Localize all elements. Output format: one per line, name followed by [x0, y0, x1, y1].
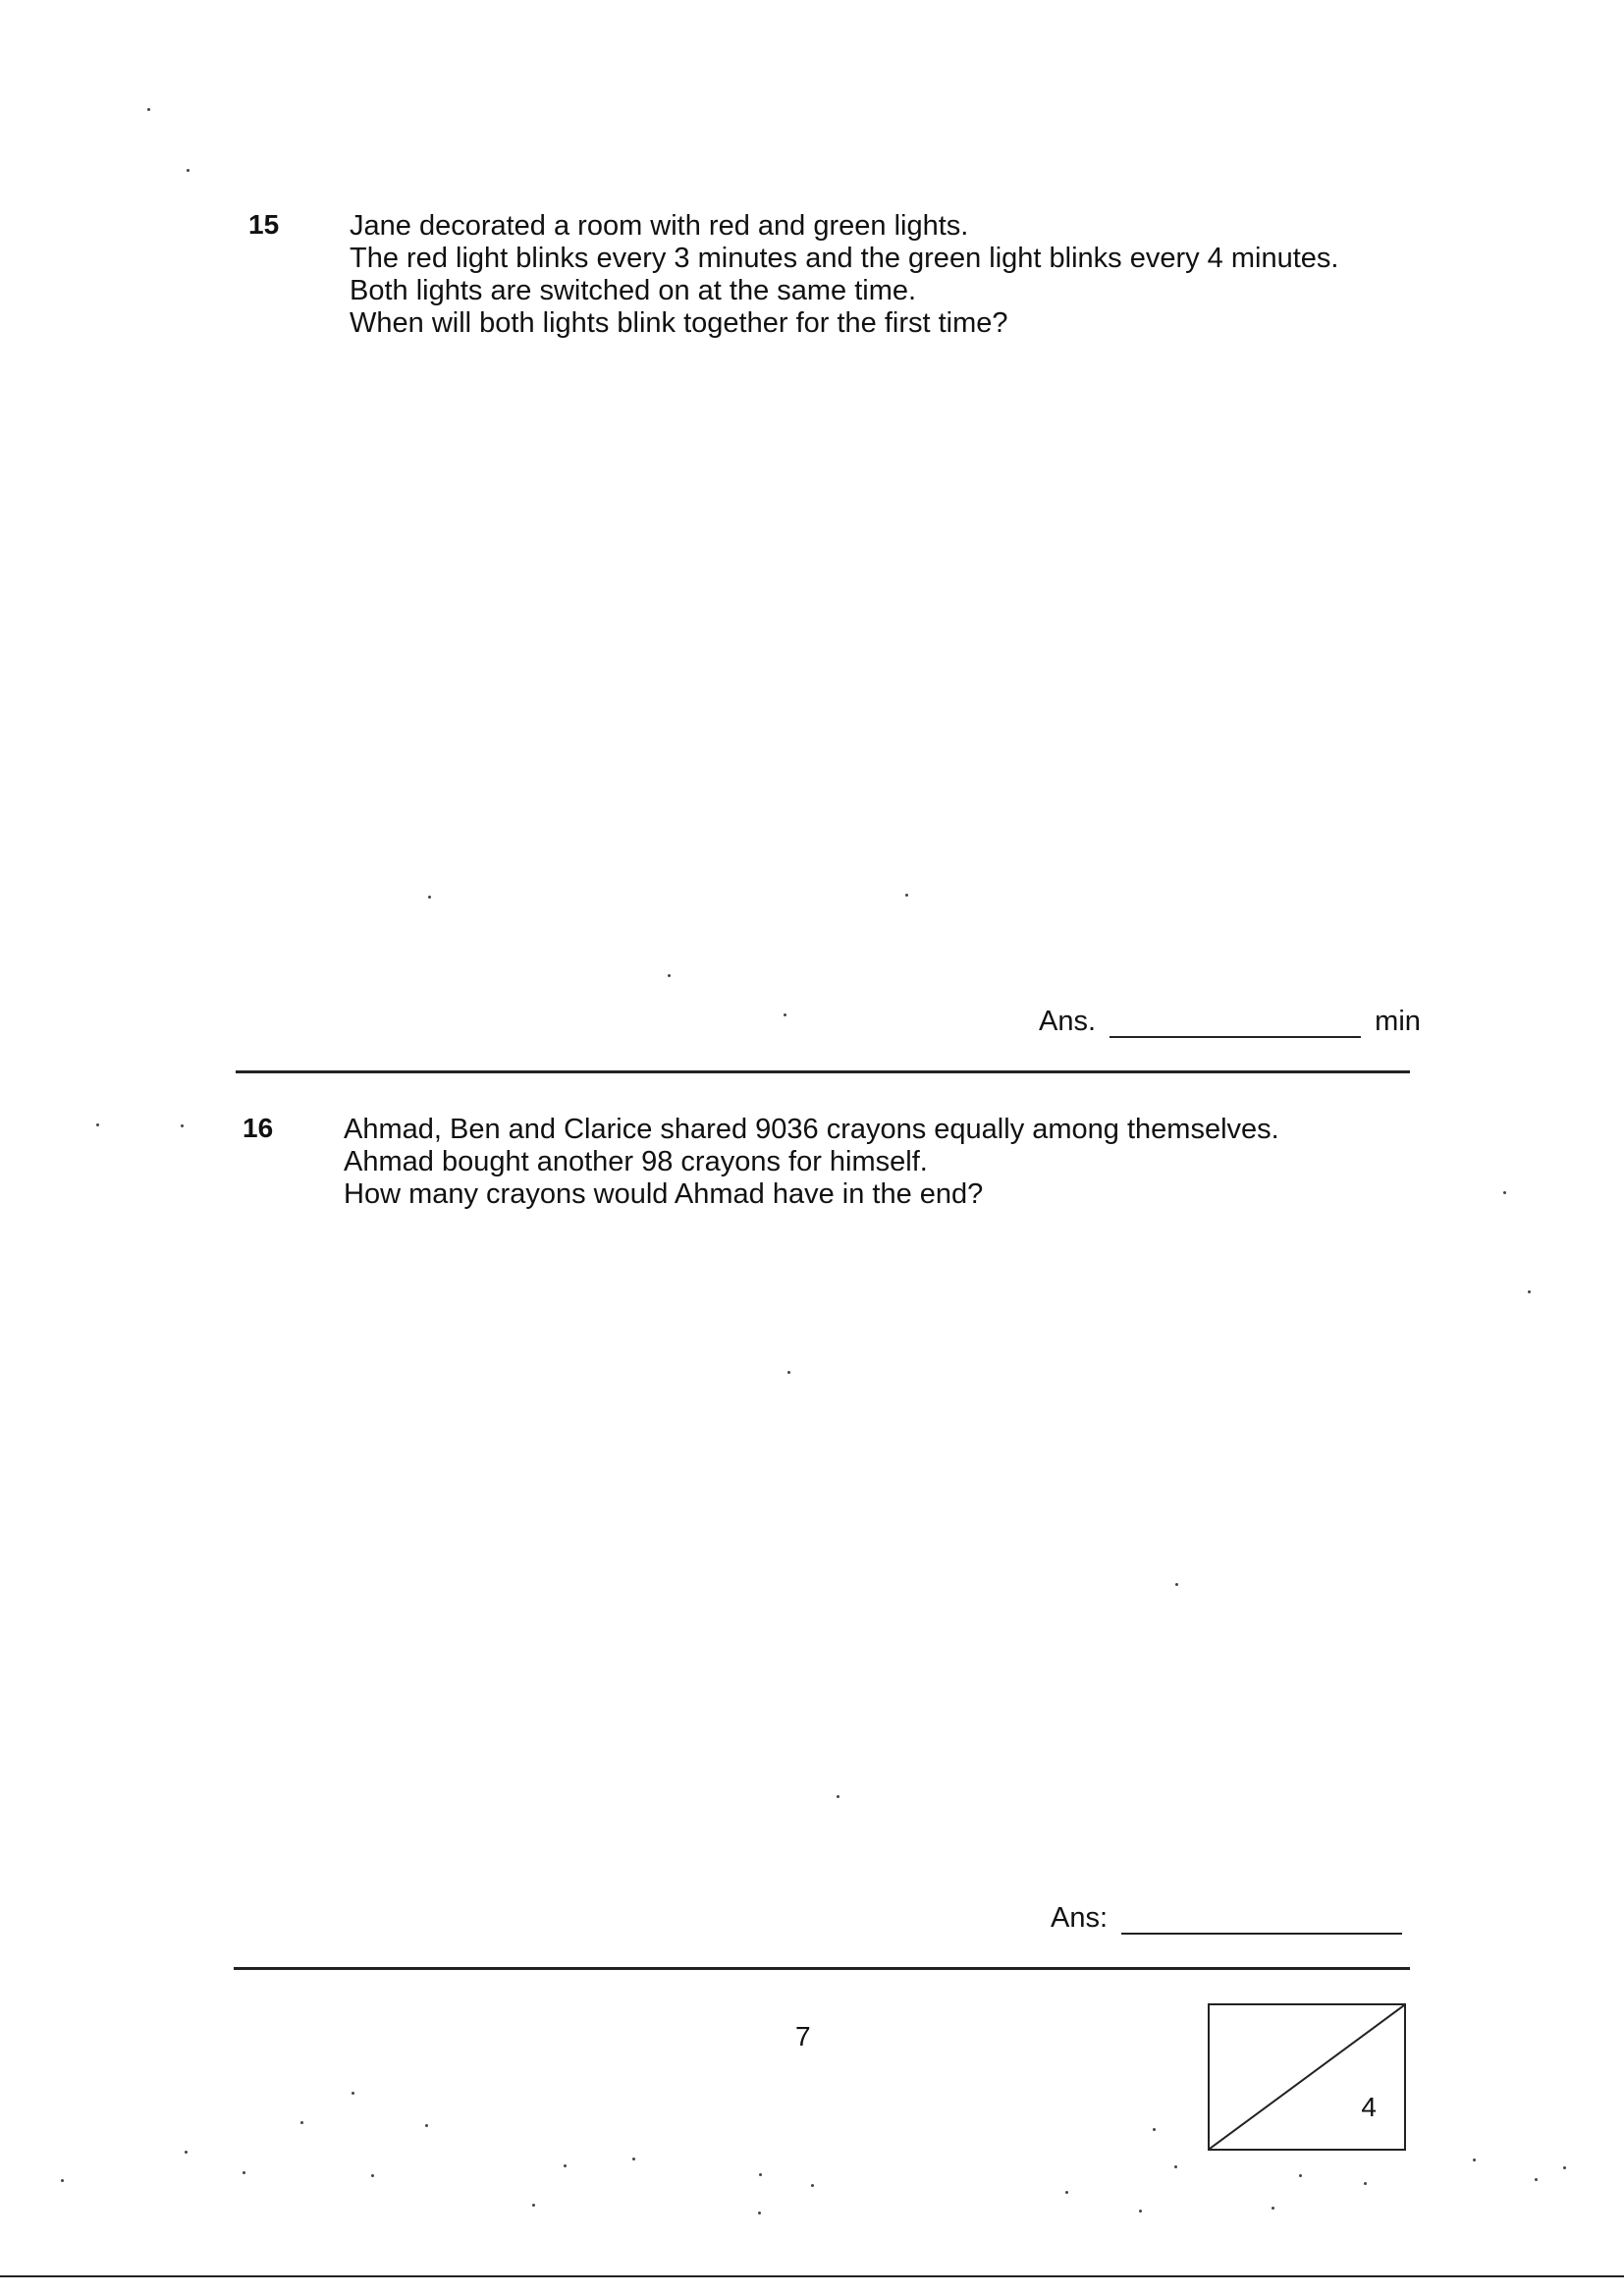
- scan-speck: [425, 2124, 428, 2127]
- question-16-answer-label: Ans:: [1051, 1902, 1109, 1934]
- page-bottom-rule: [0, 2275, 1624, 2277]
- scan-speck: [1364, 2182, 1367, 2185]
- scan-speck: [1563, 2166, 1566, 2169]
- question-15-line-2: The red light blinks every 3 minutes and the green light blinks every 4 minutes.: [350, 243, 1339, 274]
- question-15-answer-label: Ans.: [1039, 1006, 1097, 1037]
- question-15-answer: [1039, 1006, 1421, 1038]
- scan-speck: [1174, 2165, 1177, 2168]
- scan-speck: [181, 1124, 184, 1127]
- marks-box: [1208, 2003, 1406, 2151]
- question-16-line-1: Ahmad, Ben and Clarice shared 9036 crayons equally among themselves.: [344, 1114, 1279, 1145]
- question-16-text: [344, 1114, 1279, 1211]
- question-15-answer-unit: min: [1375, 1006, 1421, 1037]
- scan-speck: [352, 2092, 354, 2095]
- scan-speck: [1535, 2178, 1538, 2181]
- scan-speck: [1153, 2128, 1156, 2131]
- scan-speck: [1503, 1191, 1506, 1194]
- scan-speck: [811, 2184, 814, 2187]
- question-16-line-3: How many crayons would Ahmad have in the end?: [344, 1178, 984, 1210]
- scan-speck: [1065, 2191, 1068, 2194]
- marks-value: 4: [1361, 2092, 1377, 2122]
- marks-box-diagonal: [1210, 2005, 1404, 2149]
- scan-speck: [905, 894, 908, 897]
- scan-speck: [428, 896, 431, 899]
- scan-speck: [1528, 1290, 1531, 1293]
- question-15-divider: [236, 1070, 1410, 1073]
- page-number: 7: [795, 2021, 811, 2051]
- scan-speck: [1272, 2207, 1274, 2210]
- question-15-line-1: Jane decorated a room with red and green lights.: [350, 210, 969, 242]
- question-15-number: 15: [248, 209, 280, 240]
- scan-speck: [632, 2158, 635, 2160]
- question-15-answer-blank[interactable]: [1110, 1009, 1361, 1038]
- question-15-line-3: Both lights are switched on at the same time.: [350, 275, 917, 306]
- question-16-answer-blank[interactable]: [1121, 1905, 1402, 1935]
- scan-speck: [784, 1013, 786, 1016]
- scan-speck: [1299, 2174, 1302, 2177]
- scan-speck: [1139, 2210, 1142, 2213]
- scan-speck: [147, 108, 150, 111]
- scan-speck: [758, 2212, 761, 2214]
- question-16-number: 16: [243, 1113, 274, 1143]
- scan-speck: [564, 2164, 567, 2167]
- scan-speck: [1473, 2159, 1476, 2161]
- scan-speck: [759, 2173, 762, 2176]
- scan-speck: [837, 1795, 839, 1798]
- question-16-answer: [1051, 1902, 1408, 1935]
- scan-speck: [668, 974, 671, 977]
- scan-speck: [187, 169, 189, 172]
- scan-speck: [300, 2121, 303, 2124]
- scan-speck: [371, 2174, 374, 2177]
- scan-speck: [1175, 1583, 1178, 1586]
- scan-speck: [243, 2171, 245, 2174]
- question-15-line-4: When will both lights blink together for the first time?: [350, 307, 1008, 339]
- question-16-divider: [234, 1967, 1410, 1970]
- scan-speck: [787, 1371, 790, 1374]
- scan-speck: [61, 2179, 64, 2182]
- question-15-text: [350, 210, 1338, 340]
- scan-speck: [185, 2151, 188, 2154]
- scan-speck: [96, 1123, 99, 1126]
- question-16-line-2: Ahmad bought another 98 crayons for himself.: [344, 1146, 928, 1177]
- scan-speck: [532, 2204, 535, 2207]
